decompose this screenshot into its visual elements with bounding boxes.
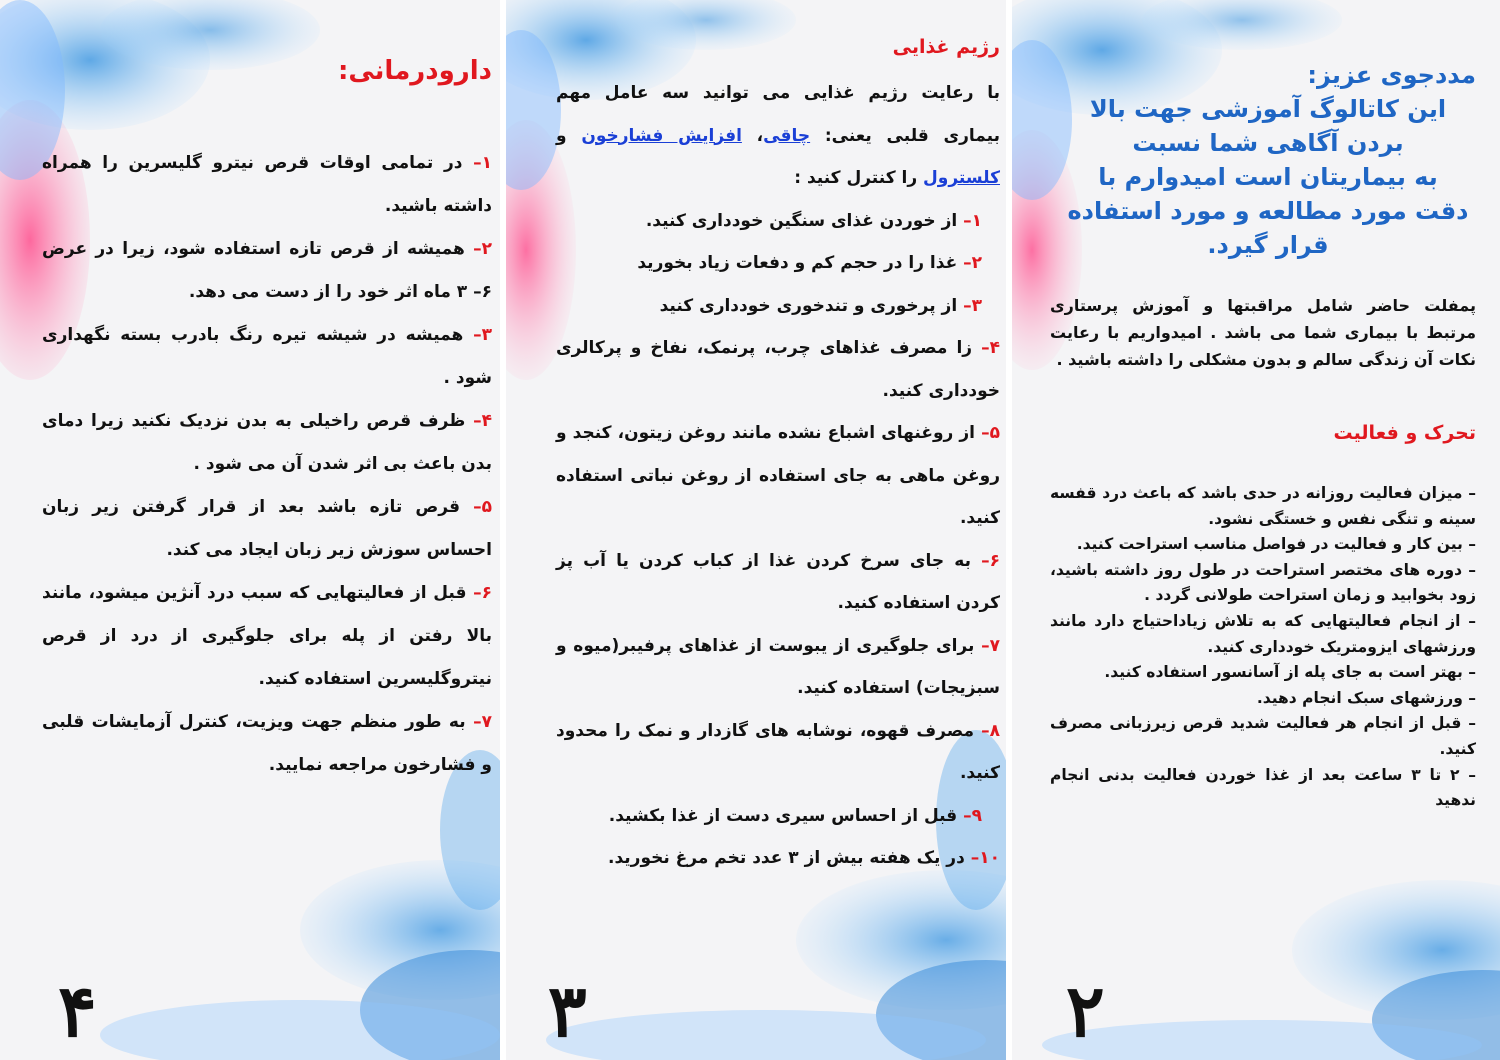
page-number: ۳	[548, 968, 587, 1053]
list-item: – دوره های مختصر استراحت در طول روز داشته باشید، زود بخوابید و زمان استراحت طولانی گردد .	[1050, 560, 1476, 605]
item-number: ۴–	[981, 338, 1000, 358]
item-text: مصرف قهوه، نوشابه های گازدار و نمک را محدود کنید.	[556, 720, 1000, 783]
intro-text: و	[556, 125, 582, 146]
title-line: این کاتالوگ آموزشی جهت بالا	[1089, 95, 1447, 123]
list-item	[556, 200, 1000, 243]
item-text: از پرخوری و تندخوری خودداری کنید	[659, 295, 964, 316]
panel3-content	[556, 72, 1000, 880]
panel4-list	[42, 142, 492, 787]
item-text: قبل از فعالیتهایی که سبب درد آنژین میشود، مانند بالا رفتن از پله برای جلوگیری از درد از قرص نیتروگلیسرین استفاده کنید.	[42, 583, 492, 689]
item-number: ۱۰–	[970, 848, 1000, 868]
item-number: ۲–	[963, 253, 982, 273]
item-number: ۴–	[473, 411, 492, 431]
list-item	[556, 837, 1000, 880]
list-item	[42, 228, 492, 314]
item-text: زا مصرف غذاهای چرب، پرنمک، نفاخ و پرکالری خودداری کنید.	[556, 338, 1000, 401]
item-text: به طور منظم جهت ویزیت، کنترل آزمایشات قلبی و فشارخون مراجعه نمایید.	[42, 712, 492, 775]
list-item: – قبل از انجام هر فعالیت شدید قرص زیرزبانی مصرف کنید.	[1050, 714, 1476, 758]
item-number: ۳–	[473, 325, 492, 345]
item-number: ۷–	[981, 635, 1000, 656]
list-item	[42, 314, 492, 400]
item-text: از روغنهای اشباع نشده مانند روغن زیتون، کنجد و روغن ماهی به جای استفاده از روغن نباتی استفاده کنید.	[556, 423, 1000, 528]
list-item: – ورزشهای سبک انجام دهید.	[1256, 688, 1476, 707]
panel-page-4	[0, 0, 500, 1060]
item-text: برای جلوگیری از یبوست از غذاهای پرفیبر(میوه و سبزیجات) استفاده کنید.	[556, 635, 1000, 698]
item-text: قرص تازه باشد بعد از قرار گرفتن زیر زبان احساس سوزش زیر زبان ایجاد می کند.	[42, 497, 492, 560]
panel3-intro	[556, 72, 1000, 200]
link-hypertension[interactable]: افزایش فشارخون	[581, 125, 742, 146]
panel2-subtitle: تحرک و فعالیت	[1333, 422, 1476, 444]
item-number: ۹–	[963, 805, 982, 826]
list-item	[42, 486, 492, 572]
item-number: ۷–	[473, 712, 492, 732]
greeting: مددجوی عزیز:	[1307, 61, 1476, 89]
list-item: – ۲ تا ۳ ساعت بعد از غذا خوردن فعالیت بدنی انجام ندهید	[1050, 765, 1477, 810]
list-item	[42, 572, 492, 701]
list-item	[556, 795, 1000, 838]
item-number: ۸–	[981, 720, 1000, 741]
item-number: ۶–	[473, 583, 492, 603]
list-item	[42, 142, 492, 228]
list-item	[556, 285, 1000, 328]
panel4-title: دارودرمانی:	[337, 56, 492, 86]
item-number: ۶–	[981, 550, 1000, 571]
title-line: به بیماریتان است امیدوارم با	[1098, 163, 1438, 191]
intro-text: را کنترل کنید :	[794, 168, 924, 188]
list-item	[556, 710, 1000, 795]
item-text: قبل از احساس سیری دست از غذا بکشید.	[608, 805, 964, 826]
list-item	[556, 412, 1000, 540]
item-text: به جای سرخ کردن غذا از کباب کردن یا آب پز کردن استفاده کنید.	[556, 550, 1000, 613]
separator: ،	[741, 125, 764, 146]
item-number: ۱–	[963, 210, 982, 231]
link-obesity[interactable]: چاقی	[763, 125, 811, 146]
item-text: در تمامی اوقات قرص نیترو گلیسرین را همراه داشته باشید.	[42, 153, 492, 216]
item-text: غذا را در حجم کم و دفعات زیاد بخورید	[637, 253, 964, 273]
item-text: همیشه از قرص تازه استفاده شود، زیرا در عرض ۶– ۳ ماه اثر خود را از دست می دهد.	[42, 239, 492, 302]
item-number: ۳–	[963, 295, 982, 316]
list-item: – بین کار و فعالیت در فواصل مناسب استراحت کنید.	[1076, 535, 1476, 554]
title-line: دقت مورد مطالعه و مورد استفاده	[1067, 197, 1469, 225]
item-number: ۵–	[981, 423, 1000, 443]
item-text: از خوردن غذای سنگین خودداری کنید.	[645, 210, 964, 231]
list-item	[556, 242, 1000, 285]
list-item: – میزان فعالیت روزانه در حدی باشد که باعث درد قفسه سینه و تنگی نفس و خستگی نشود.	[1050, 484, 1476, 528]
item-text: در یک هفته بیش از ۳ عدد تخم مرغ نخورید.	[608, 848, 971, 868]
list-item	[556, 327, 1000, 412]
item-text: همیشه در شیشه تیره رنگ بادرب بسته نگهداری شود .	[42, 325, 492, 388]
intro-text: با رعایت رژیم غذایی می توانید سه عامل مهم بیماری قلبی یعنی:	[556, 83, 1000, 146]
panel2-title-block	[1060, 58, 1476, 262]
title-line: قرار گیرد.	[1207, 231, 1329, 259]
item-number: ۵–	[473, 497, 492, 517]
link-cholesterol[interactable]: کلسترول	[923, 168, 1000, 188]
page-number: ۴	[58, 968, 97, 1053]
panel2-list	[1050, 481, 1476, 814]
item-number: ۲–	[473, 239, 492, 259]
panel2-intro: پمفلت حاضر شامل مراقبتها و آموزش پرستاری مرتبط با بیماری شما می باشد . امیدواریم با رعایت نکات آن زندگی سالم و بدون مشکلی را داشته باشید .	[1050, 296, 1476, 369]
list-item: – از انجام فعالیتهایی که به تلاش زیاداحتیاج دارد مانند ورزشهای ایزومتریک خودداری کنید.	[1050, 611, 1476, 656]
list-item	[556, 625, 1000, 710]
page-number: ۲	[1066, 968, 1105, 1053]
list-item: – بهتر است به جای پله از آسانسور استفاده کنید.	[1104, 663, 1476, 682]
title-line: بردن آگاهی شما نسبت	[1132, 129, 1404, 157]
list-item	[42, 701, 492, 787]
list-item	[556, 540, 1000, 625]
item-text: ظرف قرص راخیلی به بدن نزدیک نکنید زیرا دمای بدن باعث بی اثر شدن آن می شود .	[42, 411, 492, 474]
list-item	[42, 400, 492, 486]
item-number: ۱–	[473, 153, 492, 173]
panel3-title: رژیم غذایی	[892, 36, 1000, 58]
